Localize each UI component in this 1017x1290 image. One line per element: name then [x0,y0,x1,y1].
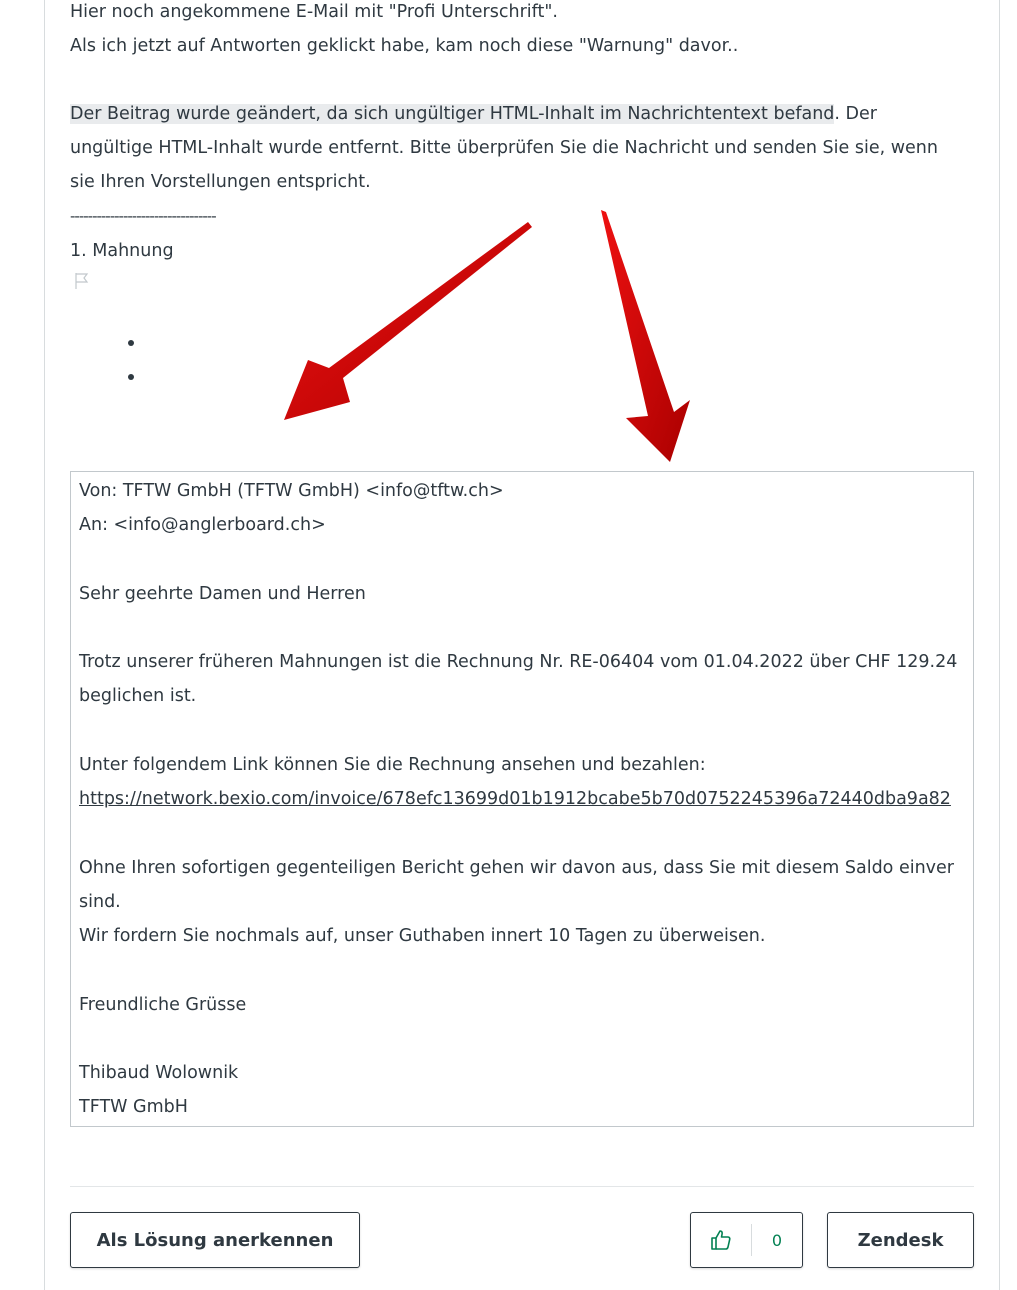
post-text-line: Hier noch angekommene E-Mail mit "Profi Unterschrift". [70,2,558,22]
warning-text-line: sie Ihren Vorstellungen entspricht. [70,172,371,192]
warning-text-line: ungültige HTML-Inhalt wurde entfernt. Bitte überprüfen Sie die Nachricht und senden Sie sie, wenn [70,138,938,158]
bullet-point [128,374,134,380]
separator-line: --------------------------------- [70,207,216,225]
email-to: An: <info@anglerboard.ch> [79,515,326,535]
empty-bullet-list [128,340,134,408]
email-body-line: Wir fordern Sie nochmals auf, unser Guthaben innert 10 Tagen zu überweisen. [79,926,766,946]
accept-solution-button[interactable]: Als Lösung anerkennen [70,1212,360,1268]
email-body-line: Trotz unserer früheren Mahnungen ist die Rechnung Nr. RE-06404 vom 01.04.2022 über CHF 129.24 [79,652,958,672]
thumbs-up-icon [709,1228,733,1252]
email-link-intro: Unter folgendem Link können Sie die Rechnung ansehen und bezahlen: [79,755,706,775]
email-sender-company: TFTW GmbH [79,1097,188,1117]
post-text-line: Als ich jetzt auf Antworten geklickt habe, kam noch diese "Warnung" davor.. [70,36,739,56]
flag-icon [74,272,90,290]
warning-rest: . Der [834,104,877,124]
warning-highlight: Der Beitrag wurde geändert, da sich ungültiger HTML-Inhalt im Nachrichtentext befand [70,104,835,124]
footer-divider [70,1186,974,1187]
email-salutation: Sehr geehrte Damen und Herren [79,584,366,604]
invoice-link[interactable]: https://network.bexio.com/invoice/678efc13699d01b1912bcabe5b70d0752245396a72440dba9a82 [79,789,951,809]
vote-control [690,1212,803,1268]
upvote-button[interactable] [691,1213,751,1267]
email-sender-name: Thibaud Wolownik [79,1063,239,1083]
email-body-line: beglichen ist. [79,686,197,706]
email-body-line: sind. [79,892,121,912]
mahnung-label: 1. Mahnung [70,241,174,261]
email-from: Von: TFTW GmbH (TFTW GmbH) <info@tftw.ch> [79,481,504,501]
zendesk-button[interactable]: Zendesk [827,1212,974,1268]
quoted-email-box [70,471,974,1127]
bullet-point [128,340,134,346]
email-body-line: Ohne Ihren sofortigen gegenteiligen Bericht gehen wir davon aus, dass Sie mit diesem Saldo einver [79,858,954,878]
warning-text [70,97,980,131]
email-closing: Freundliche Grüsse [79,995,247,1015]
vote-count: 0 [771,1230,783,1250]
